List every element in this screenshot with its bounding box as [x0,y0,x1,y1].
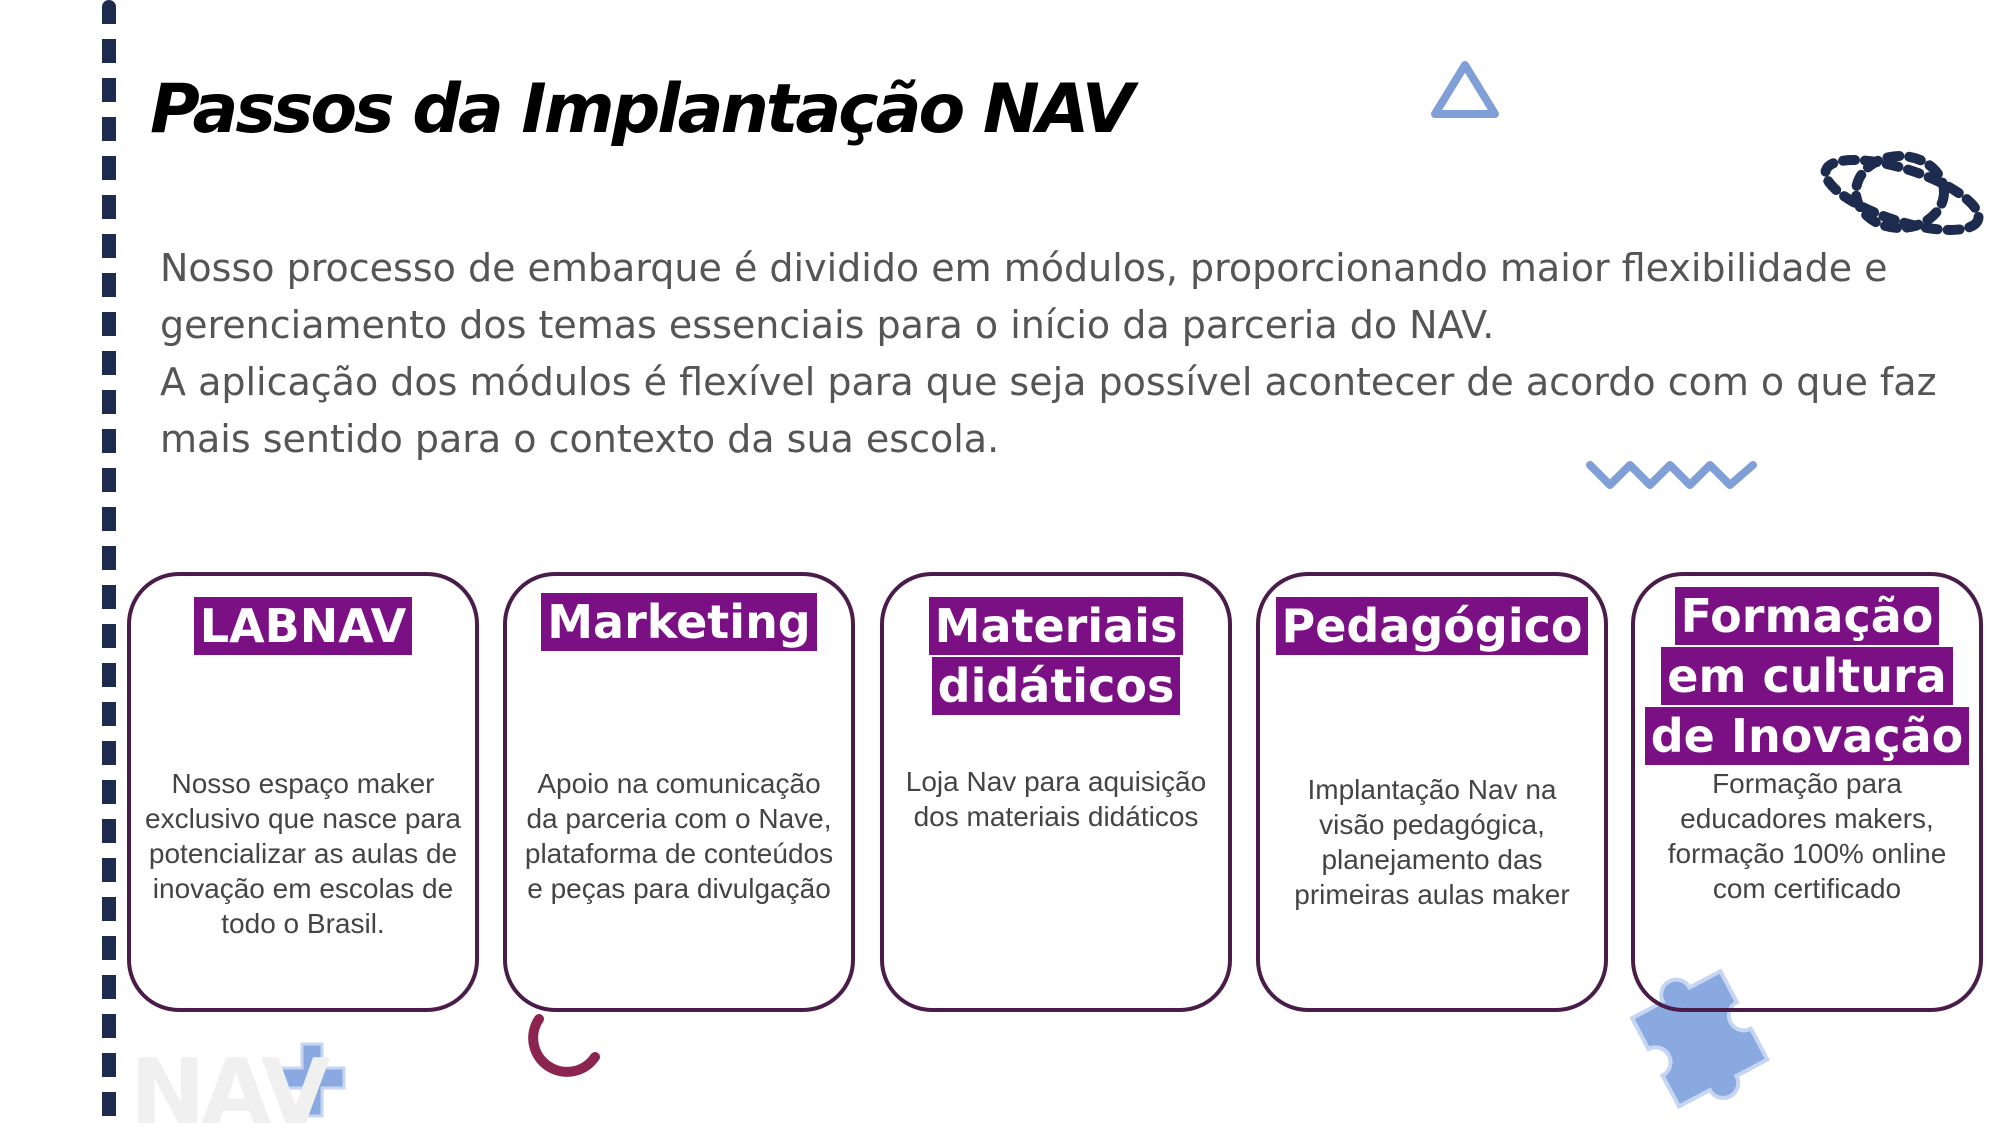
card-title-formacao: Formação em cultura de Inovação [1635,586,1979,766]
intro-paragraph-2: A aplicação dos módulos é flexível para que seja possível acontecer de acordo com o que faz mais sentido para o contexto da sua escola. [160,360,1937,461]
card-text-marketing: Apoio na comunicação da parceria com o Nave, plataforma de conteúdos e peças para divulgação [524,768,834,904]
arc-icon [525,1005,605,1085]
card-title-marketing: Marketing [507,592,851,652]
card-title-pedagogico: Pedagógico [1260,596,1604,656]
dotted-planet-icon [1815,140,1990,250]
dashed-border-left [102,0,116,1125]
card-title-labnav: LABNAV [131,596,475,656]
card-pedagogico [1256,572,1608,1012]
triangle-icon [1428,58,1502,120]
zigzag-icon [1585,455,1760,495]
page-title: Passos da Implantação NAV [150,70,1132,149]
card-labnav [127,572,479,1012]
card-title-materiais: Materiais didáticos [884,596,1228,716]
card-text-labnav: Nosso espaço maker exclusivo que nasce para potencializar as aulas de inovação em escolas de todo o Brasil. [145,768,461,939]
card-text-pedagogico: Implantação Nav na visão pedagógica, planejamento das primeiras aulas maker [1294,774,1570,910]
logo-watermark: NAV [130,1040,327,1145]
intro-paragraph-1: Nosso processo de embarque é dividido em módulos, proporcionando maior flexibilidade e gerenciamento dos temas essenciais para o início da parceria do NAV. [160,246,1888,347]
card-formacao [1631,572,1983,1012]
intro-text [160,240,1940,468]
card-materiais [880,572,1232,1012]
card-text-formacao: Formação para educadores makers, formação 100% online com certificado [1667,768,1947,904]
card-text-materiais: Loja Nav para aquisição dos materiais didáticos [905,766,1207,832]
card-marketing [503,572,855,1012]
